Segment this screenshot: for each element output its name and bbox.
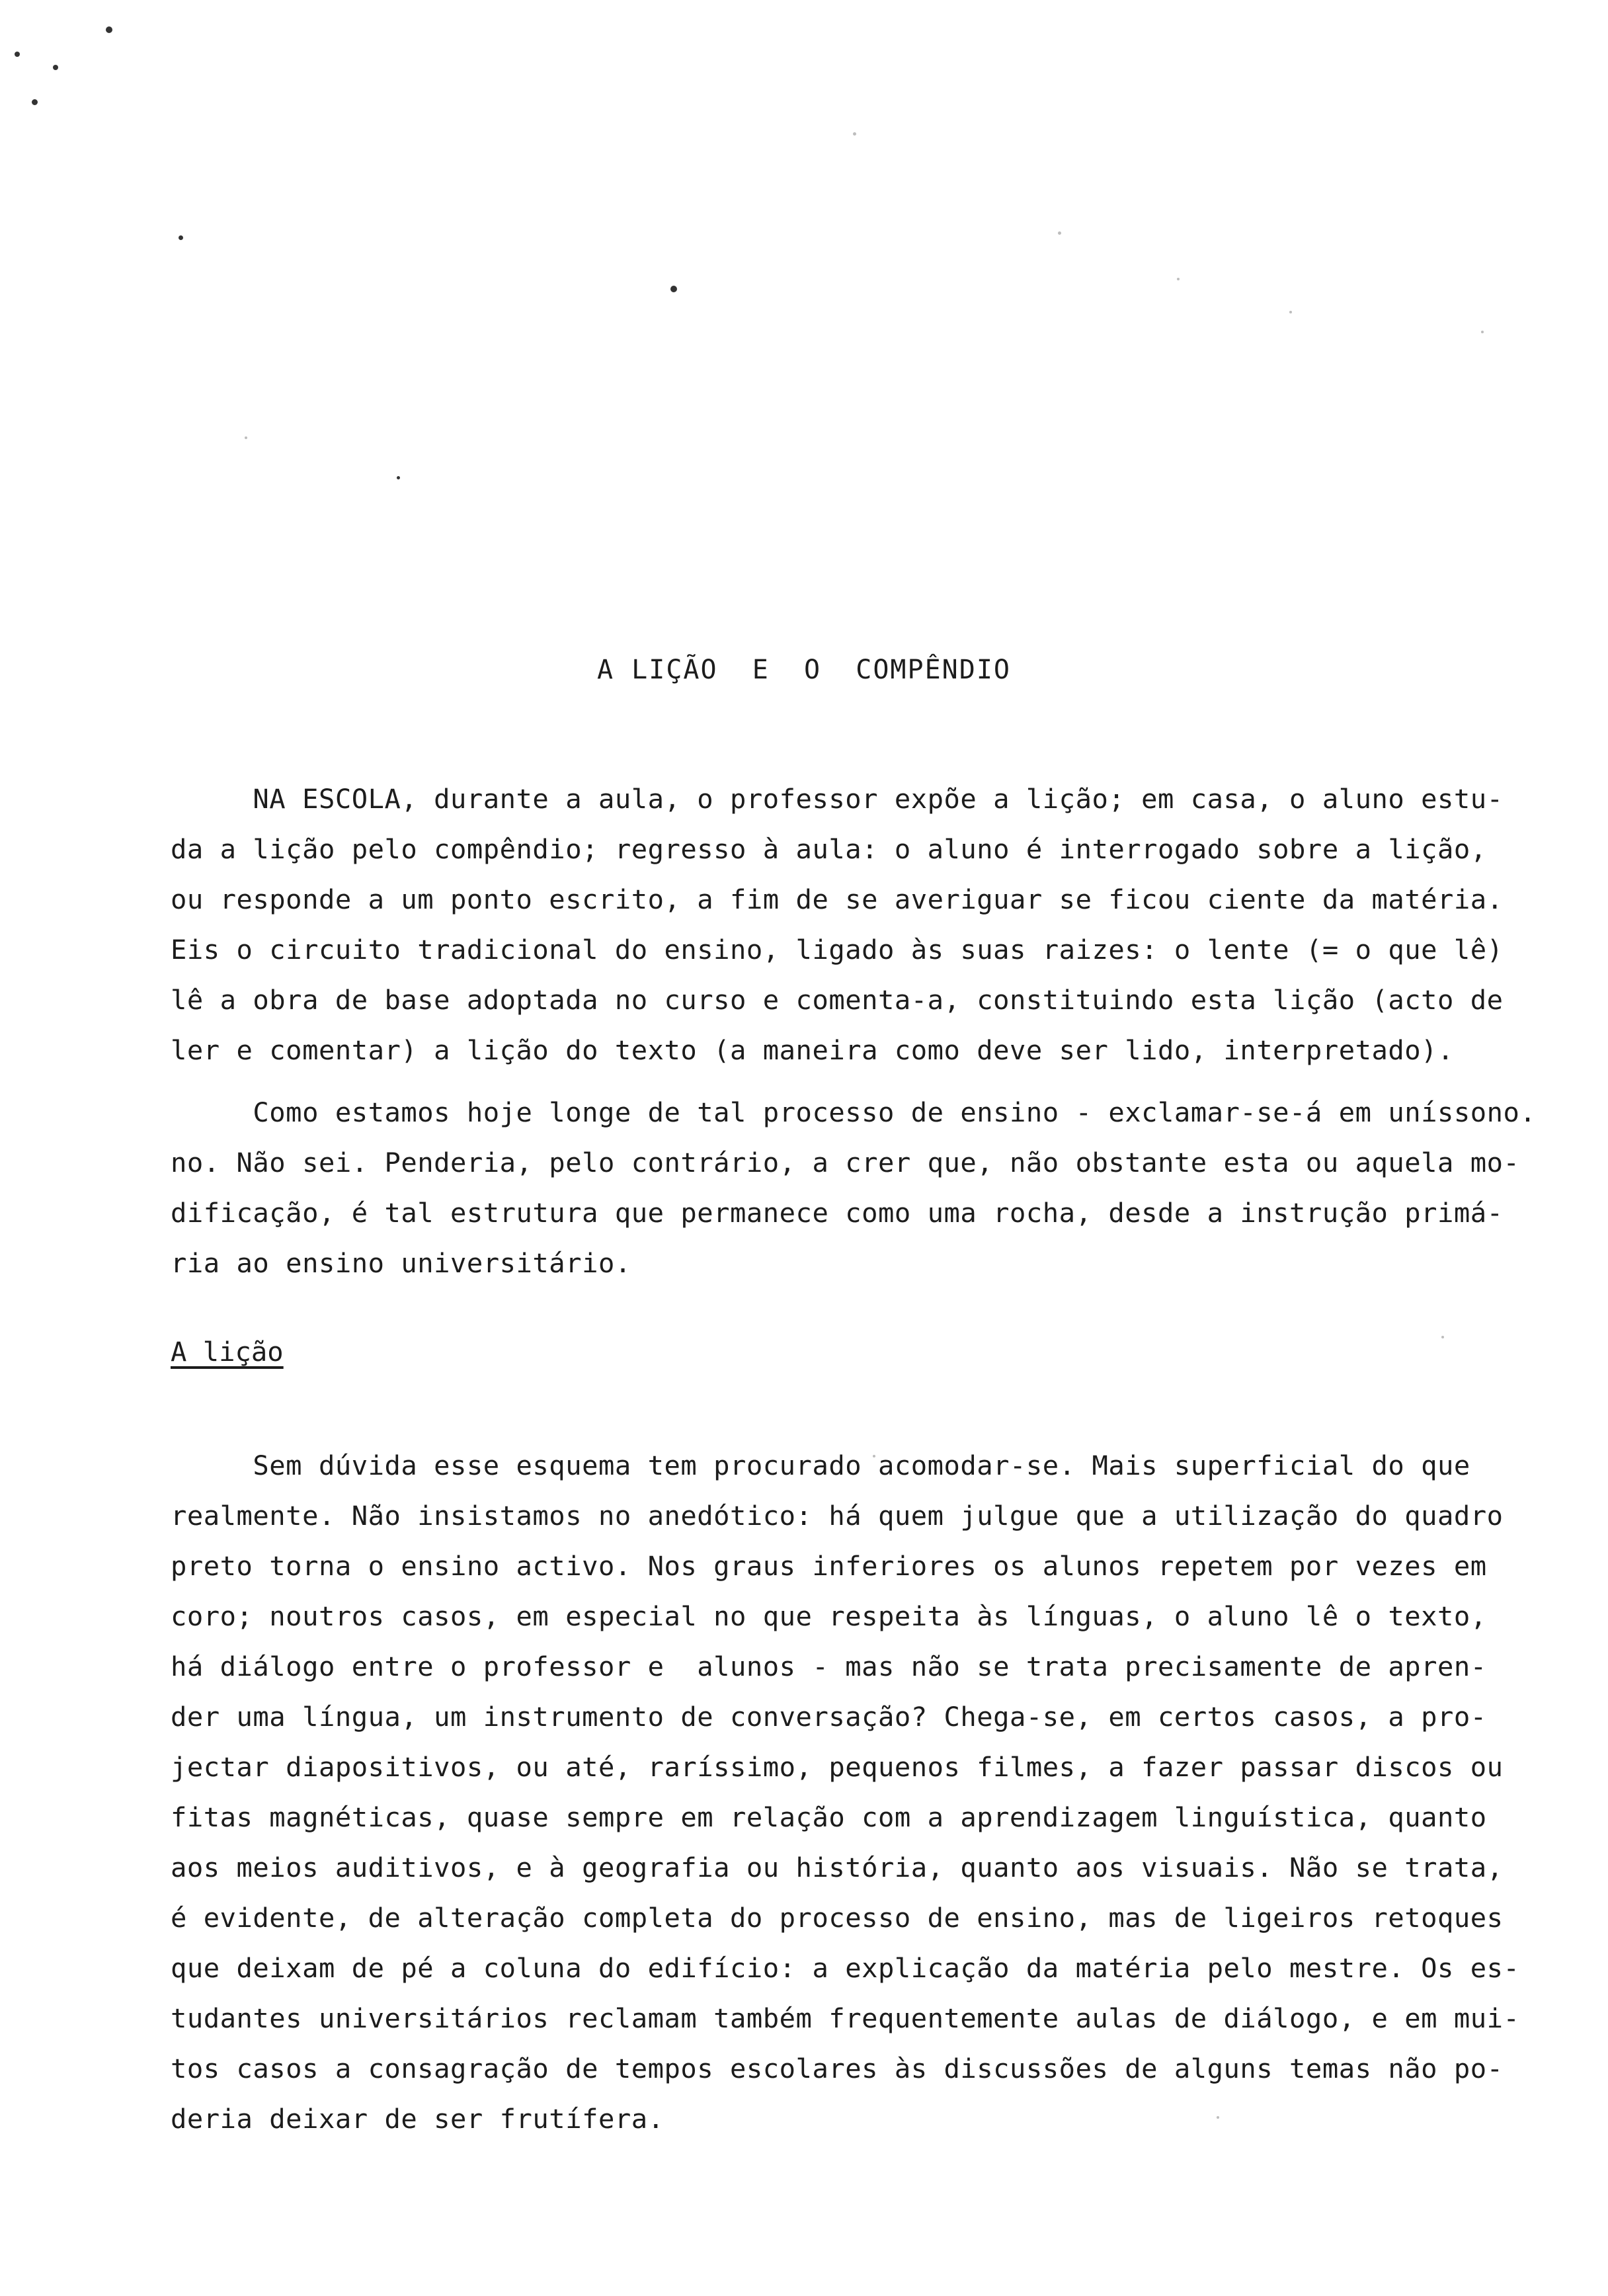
scan-speck [32,99,38,105]
scan-speck [1177,278,1180,280]
text-line: tos casos a consagração de tempos escolares às discussões de alguns temas não po- [171,2053,1504,2084]
text-line: Como estamos hoje longe de tal processo de ensino - exclamar-se-á em uníssono. [171,1096,1537,1128]
text-line: Sem dúvida esse esquema tem procurado acomodar-se. Mais superficial do que [171,1450,1470,1481]
scan-speck [15,52,20,57]
text-line: ou responde a um ponto escrito, a fim de se averiguar se ficou ciente da matéria. [171,883,1504,915]
text-line: Eis o circuito tradicional do ensino, ligado às suas raizes: o lente (= o que lê) [171,934,1504,965]
text-line: fitas magnéticas, quase sempre em relação com a aprendizagem linguística, quanto [171,1801,1487,1833]
scan-speck [1481,331,1484,333]
text-line: há diálogo entre o professor e alunos - mas não se trata precisamente de apren- [171,1651,1487,1682]
text-line: der uma língua, um instrumento de conversação? Chega-se, em certos casos, a pro- [171,1701,1487,1733]
scan-speck [1289,311,1292,313]
text-line: aos meios auditivos, e à geografia ou história, quanto aos visuais. Não se trata, [171,1852,1504,1883]
scan-speck [397,476,400,479]
text-line: é evidente, de alteração completa do processo de ensino, mas de ligeiros retoques [171,1902,1504,1934]
text-line: no. Não sei. Penderia, pelo contrário, a crer que, não obstante esta ou aquela mo- [171,1147,1520,1178]
scan-speck [245,436,247,439]
text-line: deria deixar de ser frutífera. [171,2103,664,2135]
scan-speck [53,65,58,70]
paragraph-2 [171,1087,1536,1288]
document-title: A LIÇÃO E O COMPÊNDIO [597,655,1011,685]
scan-speck [1058,231,1061,235]
text-line: ler e comentar) a lição do texto (a maneira como deve ser lido, interpretado). [171,1034,1454,1066]
scan-speck [179,235,183,240]
text-line: lê a obra de base adoptada no curso e comenta-a, constituindo esta lição (acto de [171,984,1504,1016]
text-line: ria ao ensino universitário. [171,1247,631,1279]
scan-speck [106,26,112,33]
text-line: da a lição pelo compêndio; regresso à aula: o aluno é interrogado sobre a lição, [171,833,1487,865]
text-line: realmente. Não insistamos no anedótico: há quem julgue que a utilização do quadro [171,1500,1504,1532]
scan-speck [853,132,856,136]
paragraph-1 [171,774,1504,1075]
paragraph-3 [171,1440,1519,2144]
scan-speck [670,286,677,292]
text-line: tudantes universitários reclamam também frequentemente aulas de diálogo, e em mui- [171,2002,1520,2034]
text-line: coro; noutros casos, em especial no que respeita às línguas, o aluno lê o texto, [171,1600,1487,1632]
text-line: dificação, é tal estrutura que permanece como uma rocha, desde a instrução primá- [171,1197,1504,1229]
text-line: NA ESCOLA, durante a aula, o professor expõe a lição; em casa, o aluno estu- [171,783,1504,815]
scan-speck [1441,1336,1444,1338]
text-line: jectar diapositivos, ou até, raríssimo, pequenos filmes, a fazer passar discos ou [171,1751,1504,1783]
section-heading: A lição [171,1336,284,1368]
text-line: preto torna o ensino activo. Nos graus inferiores os alunos repetem por vezes em [171,1550,1487,1582]
text-line: que deixam de pé a coluna do edifício: a explicação da matéria pelo mestre. Os es- [171,1952,1520,1984]
